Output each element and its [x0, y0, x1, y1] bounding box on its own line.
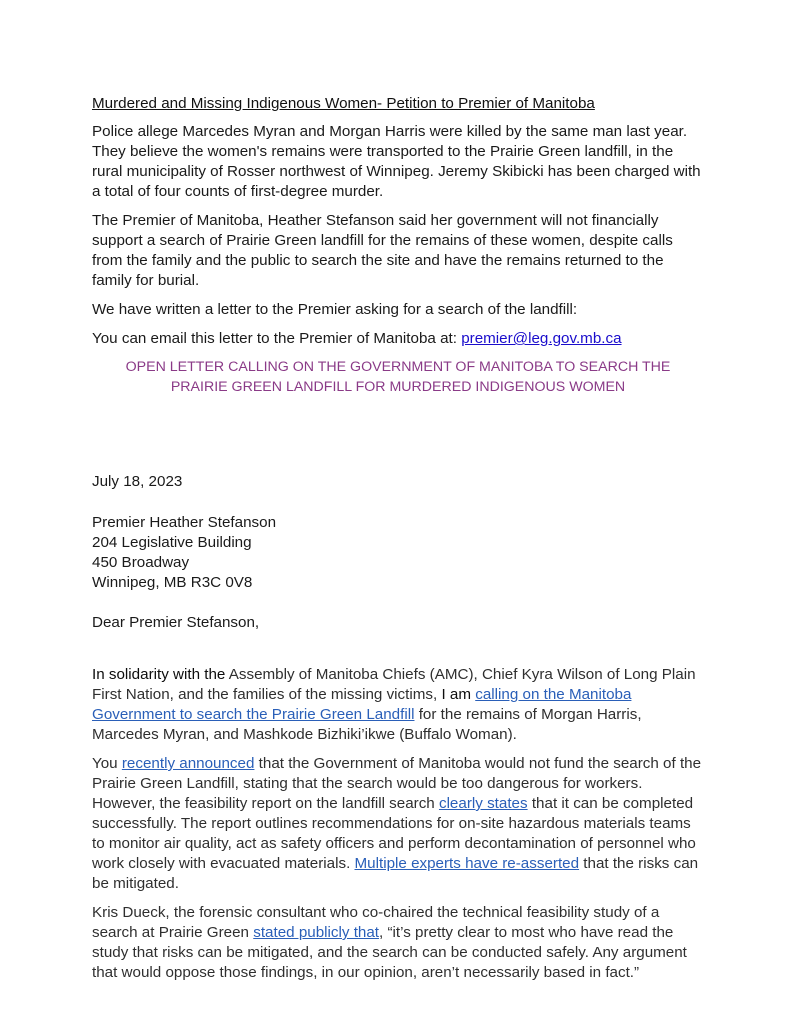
letter-salutation: Dear Premier Stefanson, — [92, 614, 260, 631]
p1-text-3: I am — [441, 686, 471, 703]
letter-paragraph-1 — [92, 665, 704, 745]
p2-text-2: that the Government of Manitoba would not fund the search of the Prairie Green Landfill, stating that the search would be too dangerous for workers. However, the feasibility report on the landfill search — [92, 755, 702, 812]
letter-body — [92, 665, 704, 983]
p1-text-1: In solidarity with the — [92, 666, 226, 683]
address-line-building: 204 Legislative Building — [92, 534, 252, 551]
document-title: Murdered and Missing Indigenous Women- Petition to Premier of Manitoba — [92, 95, 595, 112]
letter-paragraph-3 — [92, 903, 704, 983]
multiple-experts-link[interactable]: Multiple experts have re-asserted — [354, 855, 580, 872]
intro-paragraph-2: The Premier of Manitoba, Heather Stefanson said her government will not financially support a search of Prairie Green landfill for the remains of these women, despite calls from the family and the public to search the site and have the remains returned to the family for burial. — [92, 212, 673, 289]
recipient-address — [92, 513, 704, 593]
p2-text-1: You — [92, 755, 122, 772]
p3-text-2: , “it’s pretty clear to most who have read the study that risks can be mitigated, and the search can be conducted safely. Any argument that would oppose those findings, in our opinion, aren’t necessarily based in fact.” — [92, 924, 687, 981]
premier-email-link[interactable]: premier@leg.gov.mb.ca — [461, 330, 622, 347]
intro-paragraph-1: Police allege Marcedes Myran and Morgan Harris were killed by the same man last year. They believe the women's remains were transported to the Prairie Green landfill, in the rural municipality of Rosser northwest of Winnipeg. Jeremy Skibicki has been charged with a total of four counts of first-degree murder. — [92, 123, 701, 200]
letter-paragraph-2 — [92, 754, 704, 894]
letter-date: July 18, 2023 — [92, 473, 183, 490]
address-line-city: Winnipeg, MB R3C 0V8 — [92, 574, 253, 591]
calling-on-government-link[interactable]: calling on the Manitoba Government to search the Prairie Green Landfill — [92, 686, 632, 723]
document-page — [92, 94, 704, 992]
p1-text-2: Assembly of Manitoba Chiefs (AMC), Chief Kyra Wilson of Long Plain First Nation, and the families of the missing victims, — [92, 666, 696, 703]
p1-text-5: for the remains of Morgan Harris, Marcedes Myran, and Mashkode Bizhiki’ikwe (Buffalo Woman). — [92, 706, 642, 743]
email-instruction — [92, 329, 704, 349]
stated-publicly-link[interactable]: stated publicly that — [253, 924, 380, 941]
recently-announced-link[interactable]: recently announced — [121, 755, 255, 772]
p2-text-4: that the risks can be mitigated. — [92, 855, 699, 892]
intro-paragraph-3: We have written a letter to the Premier asking for a search of the landfill: — [92, 301, 578, 318]
open-letter-heading: OPEN LETTER CALLING ON THE GOVERNMENT OF MANITOBA TO SEARCH THE PRAIRIE GREEN LANDFILL FOR MURDERED INDIGENOUS WOMEN — [125, 359, 671, 395]
email-instruction-text: You can email this letter to the Premier of Manitoba at: — [92, 330, 462, 347]
address-line-name: Premier Heather Stefanson — [92, 514, 277, 531]
address-line-street: 450 Broadway — [92, 554, 190, 571]
clearly-states-link[interactable]: clearly states — [438, 795, 528, 812]
p2-text-3: that it can be completed successfully. The report outlines recommendations for on-site hazardous materials teams to monitor air quality, act as safety officers and perform decontamination of personnel who work closely with evacuated materials. — [92, 795, 696, 872]
p3-text-1: Kris Dueck, the forensic consultant who co-chaired the technical feasibility study of a search at Prairie Green — [92, 904, 660, 941]
